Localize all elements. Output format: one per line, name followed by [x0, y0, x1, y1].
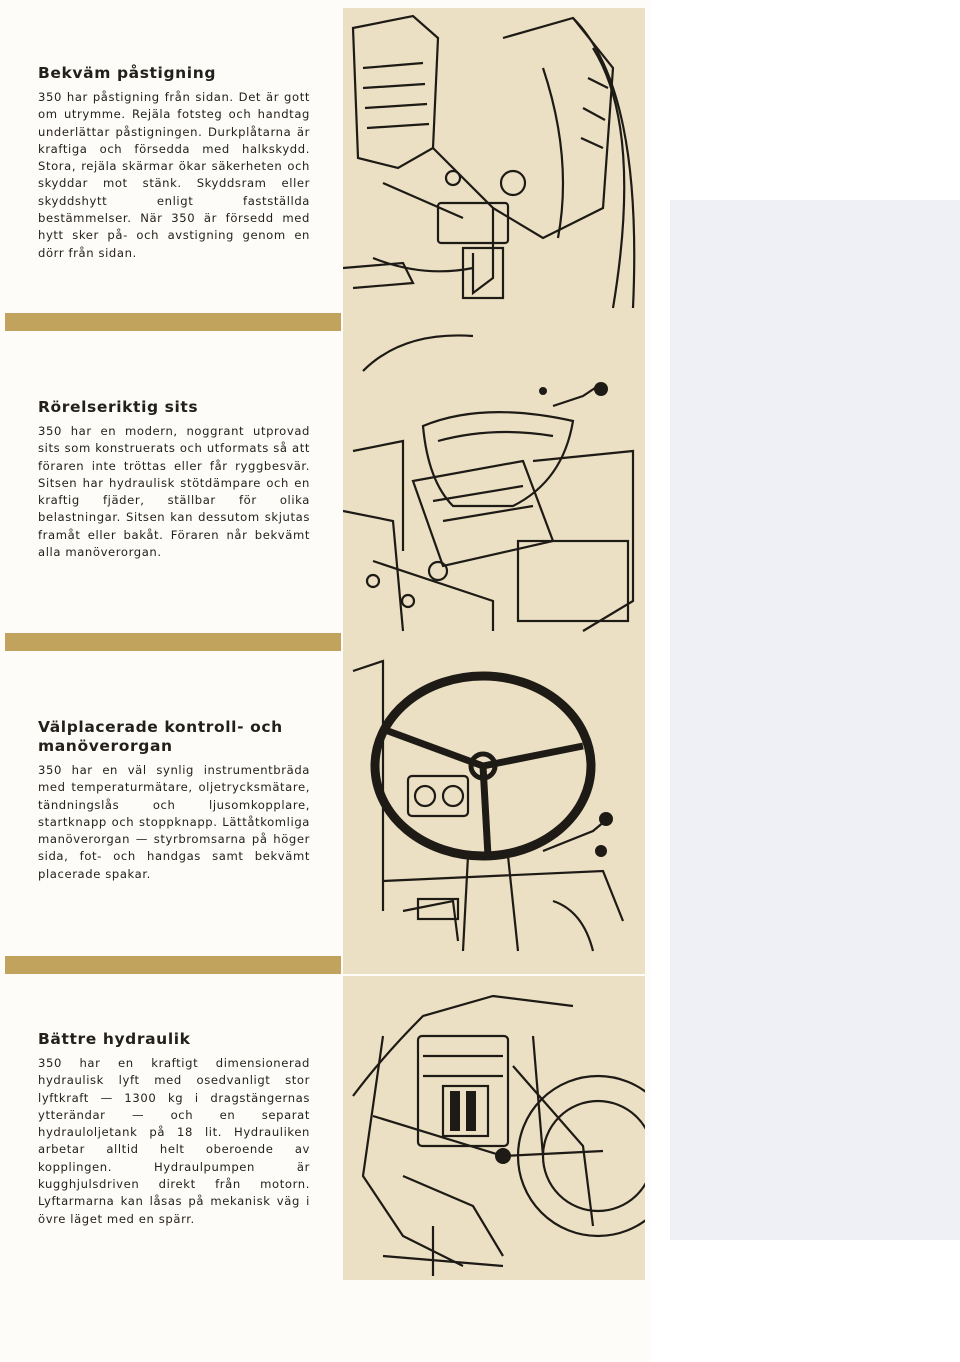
section-title: Bekväm påstigning: [38, 64, 217, 82]
section-title: Rörelseriktig sits: [38, 398, 199, 416]
section-seat: [38, 398, 310, 561]
background-shade: [670, 200, 960, 1240]
section-title: Bättre hydraulik: [38, 1030, 191, 1048]
tractor-step-illustration: [343, 8, 645, 313]
section-body: 350 har en kraftigt dimensionerad hydraulisk lyft med osedvanligt stor lyftkraft — 1300 kg i dragstängernas ytterändar — och en separat hydrauloljetank på 18 lit. Hydrauliken arbetar alltid helt oberoende av kopplingen. Hydraulpumpen är kugghjulsdriven direkt från motorn. Lyftarmarna kan låsas på mekanisk väg i övre läget med en spärr.: [38, 1056, 310, 1226]
separator-band-light: [343, 956, 645, 974]
separator-band-light: [343, 313, 645, 331]
separator-band: [5, 633, 341, 651]
section-title: Välplacerade kontroll- och manöverorgan: [38, 718, 283, 755]
section-controls: [38, 718, 310, 883]
section-body: 350 har en modern, noggrant utprovad sits som konstruerats och utformats så att föraren inte tröttas eller får ryggbesvär. Sitsen har hydraulisk stötdämpare och en kraftig fjäder, ställbar för olika belastningar. Sitsen kan dessutom skjutas framåt eller bakåt. Föraren når bekvämt alla manöverorgan.: [38, 424, 310, 560]
section-body: 350 har en väl synlig instrumentbräda med temperaturmätare, oljetrycksmätare, tändningslås och ljusomkopplare, startknapp och stoppknapp. Lättåtkomliga manöverorgan — styrbromsarna på höger sida, fot- och handgas samt bekvämt placerade spakar.: [38, 763, 310, 881]
right-margin: [650, 0, 960, 1362]
tractor-seat-illustration: [343, 331, 645, 633]
section-entry: [38, 64, 310, 262]
hydraulic-lift-illustration: [343, 976, 645, 1280]
section-body: 350 har påstigning från sidan. Det är gott om utrymme. Rejäla fotsteg och handtag underlättar påstigningen. Durkplåtarna är kraftiga och försedda med halkskydd. Stora, rejäla skärmar ökar säkerheten och skyddar mot stänk. Skyddsram eller skyddshytt enligt fastställda bestämmelser. När 350 är försedd med hytt sker på- och avstigning genom en dörr från sidan.: [38, 90, 310, 260]
separator-band: [5, 313, 341, 331]
separator-band-light: [343, 633, 645, 651]
steering-wheel-illustration: [343, 651, 645, 956]
separator-band: [5, 956, 341, 974]
section-hydraulics: [38, 1030, 310, 1228]
